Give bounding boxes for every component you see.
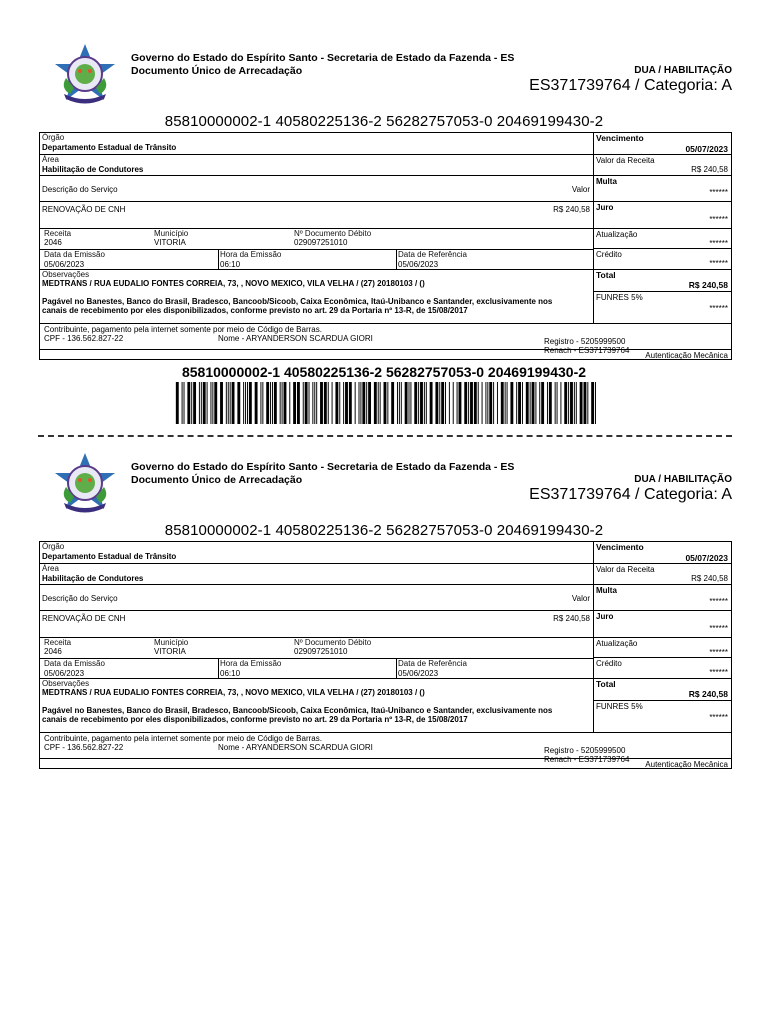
funres-box [594,292,731,323]
cut-line [38,435,732,437]
state-coat-of-arms-icon [52,42,118,108]
receita-row [40,638,593,658]
funres-value: ****** [709,304,728,313]
orgao-label: Órgão [42,542,65,551]
pagavel-line-2: canais de recebimento por eles disponibilizados, conforme previsto no art. 29 da Portaria nº 13-R, de 15/08/2017 [42,306,468,315]
barcode-number: 85810000002-1 40580225136-2 56282757053-0 20469199430-2 [181,364,587,380]
form-left-panel [40,542,594,732]
observacoes-row [40,270,593,323]
emissao-row [40,249,593,270]
observacoes-value: MEDTRANS / RUA EUDALIO FONTES CORREIA, 73, , NOVO MEXICO, VILA VELHA / (27) 20180103 / () [42,688,425,697]
documento-label: Nº Documento Débito [294,638,372,647]
header-document-line: Documento Único de Arrecadação [131,65,303,77]
multa-box [594,176,731,202]
municipio-label: Município [154,638,189,647]
area-label: Área [42,155,59,164]
contributor-renach: Renach - ES371739764 [544,755,630,764]
contributor-renach: Renach - ES371739764 [544,346,630,355]
emissao-row [40,658,593,679]
doc-type: DUA / HABILITAÇÃO [634,65,732,76]
auth-label: Autenticação Mecânica [645,760,728,769]
multa-value: ****** [709,188,728,197]
area-value: Habilitação de Condutores [42,165,144,174]
multa-label: Multa [596,586,617,595]
funres-value: ****** [709,713,728,722]
auth-label: Autenticação Mecânica [645,351,728,360]
referencia-label: Data de Referência [398,250,467,259]
total-box [594,679,731,701]
observacoes-label: Observações [42,270,90,279]
header-document-line: Documento Único de Arrecadação [131,474,303,486]
header-title [131,461,514,487]
dua-form [39,132,732,360]
credito-value: ****** [709,668,728,677]
doc-type: DUA / HABILITAÇÃO [634,474,732,485]
orgao-row [40,542,593,564]
descricao-row [40,176,593,202]
orgao-value: Departamento Estadual de Trânsito [42,143,177,152]
header-government-line: Governo do Estado do Espírito Santo - Secretaria de Estado da Fazenda - ES [131,52,515,64]
valor-label: Valor [571,594,590,603]
hora-separator [396,250,397,269]
observacoes-label: Observações [42,679,90,688]
pagavel-line-1: Pagável no Banestes, Banco do Brasil, Bradesco, Bancoob/Sicoob, Caixa Econômica, Itaú-Unibanco e Santander, exclusivamente nos [42,706,553,715]
contributor-name: Nome - ARYANDERSON SCARDUA GIORI [218,334,373,343]
contributor-note: Contribuinte, pagamento pela internet somente por meio de Código de Barras. [44,325,322,334]
atualizacao-box [594,229,731,249]
total-value: R$ 240,58 [688,280,728,290]
state-coat-of-arms-icon [52,451,118,517]
code-line: 85810000002-1 40580225136-2 56282757053-0 20469199430-2 [164,522,604,539]
servico-amount: R$ 240,58 [553,614,590,623]
contributor-section [40,323,731,359]
header-title [131,52,514,78]
atualizacao-box [594,638,731,658]
vencimento-value: 05/07/2023 [685,144,728,154]
valor-label: Valor [571,185,590,194]
receita-label: Receita [44,638,72,647]
valor-receita-box [594,155,731,176]
emissao-label: Data da Emissão [44,250,105,259]
observacoes-row [40,679,593,732]
funres-label: FUNRES 5% [596,293,643,302]
funres-label: FUNRES 5% [596,702,643,711]
area-value: Habilitação de Condutores [42,574,144,583]
hora-label: Hora da Emissão [220,659,282,668]
hora-value: 06:10 [220,669,241,678]
emissao-value: 05/06/2023 [44,669,85,678]
servico-value: RENOVAÇÃO DE CNH [42,614,126,623]
receita-value: 2046 [44,238,62,247]
form-left-panel [40,133,594,323]
juro-label: Juro [596,203,614,212]
orgao-value: Departamento Estadual de Trânsito [42,552,177,561]
hora-value: 06:10 [220,260,241,269]
referencia-value: 05/06/2023 [398,260,439,269]
referencia-label: Data de Referência [398,659,467,668]
documento-value: 029097251010 [294,647,348,656]
emissao-separator [218,659,219,678]
dua-form [39,541,732,769]
receita-value: 2046 [44,647,62,656]
emissao-value: 05/06/2023 [44,260,85,269]
total-box [594,270,731,292]
atualizacao-label: Atualização [596,230,638,239]
descricao-label: Descrição do Serviço [42,185,118,194]
servico-row [40,202,593,229]
municipio-value: VITORIA [154,647,186,656]
pagavel-line-1: Pagável no Banestes, Banco do Brasil, Bradesco, Bancoob/Sicoob, Caixa Econômica, Itaú-Unibanco e Santander, exclusivamente nos [42,297,553,306]
contributor-note: Contribuinte, pagamento pela internet somente por meio de Código de Barras. [44,734,322,743]
total-value: R$ 240,58 [688,689,728,699]
area-row [40,564,593,585]
contributor-cpf: CPF - 136.562.827-22 [44,334,124,343]
header-government-line: Governo do Estado do Espírito Santo - Secretaria de Estado da Fazenda - ES [131,461,515,473]
descricao-row [40,585,593,611]
contributor-section [40,732,731,768]
vencimento-label: Vencimento [596,133,644,143]
credito-box [594,249,731,270]
area-row [40,155,593,176]
credito-value: ****** [709,259,728,268]
emissao-label: Data da Emissão [44,659,105,668]
valor-receita-label: Valor da Receita [596,565,655,574]
pagavel-line-2: canais de recebimento por eles disponibilizados, conforme previsto no art. 29 da Portaria nº 13-R, de 15/08/2017 [42,715,468,724]
credito-label: Crédito [596,250,622,259]
orgao-row [40,133,593,155]
credito-label: Crédito [596,659,622,668]
municipio-value: VITORIA [154,238,186,247]
hora-separator [396,659,397,678]
atualizacao-value: ****** [709,239,728,248]
servico-row [40,611,593,638]
contributor-registro: Registro - 5205999500 [544,337,626,346]
receita-label: Receita [44,229,72,238]
municipio-label: Município [154,229,189,238]
hora-label: Hora da Emissão [220,250,282,259]
descricao-label: Descrição do Serviço [42,594,118,603]
credito-box [594,658,731,679]
valor-receita-value: R$ 240,58 [691,574,728,583]
contributor-name: Nome - ARYANDERSON SCARDUA GIORI [218,743,373,752]
juro-value: ****** [709,624,728,633]
contributor-cpf: CPF - 136.562.827-22 [44,743,124,752]
valor-receita-label: Valor da Receita [596,156,655,165]
total-label: Total [596,679,616,689]
juro-box [594,202,731,229]
atualizacao-value: ****** [709,648,728,657]
observacoes-value: MEDTRANS / RUA EUDALIO FONTES CORREIA, 73, , NOVO MEXICO, VILA VELHA / (27) 20180103 / () [42,279,425,288]
doc-number: ES371739764 / Categoria: A [529,77,732,94]
form-right-panel [594,542,731,732]
receita-row [40,229,593,249]
multa-label: Multa [596,177,617,186]
servico-value: RENOVAÇÃO DE CNH [42,205,126,214]
documento-label: Nº Documento Débito [294,229,372,238]
vencimento-label: Vencimento [596,542,644,552]
total-label: Total [596,270,616,280]
juro-value: ****** [709,215,728,224]
funres-box [594,701,731,732]
orgao-label: Órgão [42,133,65,142]
vencimento-box [594,542,731,564]
vencimento-box [594,133,731,155]
valor-receita-value: R$ 240,58 [691,165,728,174]
code-line: 85810000002-1 40580225136-2 56282757053-0 20469199430-2 [164,113,604,130]
referencia-value: 05/06/2023 [398,669,439,678]
emissao-separator [218,250,219,269]
barcode [172,382,596,424]
atualizacao-label: Atualização [596,639,638,648]
servico-amount: R$ 240,58 [553,205,590,214]
juro-label: Juro [596,612,614,621]
multa-box [594,585,731,611]
juro-box [594,611,731,638]
multa-value: ****** [709,597,728,606]
form-right-panel [594,133,731,323]
area-label: Área [42,564,59,573]
documento-value: 029097251010 [294,238,348,247]
contributor-registro: Registro - 5205999500 [544,746,626,755]
doc-number: ES371739764 / Categoria: A [529,486,732,503]
vencimento-value: 05/07/2023 [685,553,728,563]
valor-receita-box [594,564,731,585]
